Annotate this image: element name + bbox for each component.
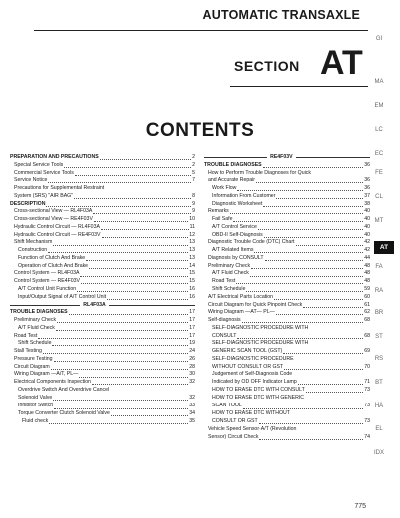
toc-entry-page: 13 [189,247,195,254]
toc-entry[interactable] [204,294,370,302]
toc-entry-page: 40 [364,208,370,215]
section-tab-fe[interactable]: FE [375,170,383,176]
toc-entry-title: Pressure Testing [14,355,53,362]
dot-leader [284,369,363,370]
section-tab-br[interactable]: BR [374,310,384,316]
toc-entry-page: 10 [189,216,195,223]
dot-leader [46,206,191,207]
toc-entry-title: CONSULT [212,332,237,339]
toc-divider-label: RL4F03A [83,301,106,308]
toc-entry[interactable] [10,170,195,178]
toc-entry-title: TROUBLE DIAGNOSES [10,309,68,316]
dot-leader [259,423,364,424]
toc-entry-title: How to Perform Trouble Diagnoses for Quick [208,169,311,176]
toc-entry-page: 13 [189,239,195,246]
dot-leader [237,338,363,339]
toc-divider [204,154,370,162]
toc-entry-page: 68 [364,332,370,339]
toc-entry-page: 33 [189,402,195,409]
toc-entry-page: 73 [364,402,370,409]
toc-entry[interactable] [10,162,195,170]
toc-entry-page: 71 [364,379,370,386]
toc-entry-title: A/T Electrical Parts Location [208,293,274,300]
toc-entry-page: 36 [364,185,370,192]
toc-entry-title: Road Test [14,332,38,339]
divider-line [296,157,370,158]
dot-leader [69,314,189,315]
toc-entry-page: 12 [189,231,195,238]
dot-leader [53,400,188,401]
toc-entry[interactable] [10,232,195,240]
toc-entry-title: A/T Control Unit Function [18,286,77,292]
dot-leader [274,299,363,300]
dot-leader [43,353,188,354]
toc-entry-page: 19 [189,340,195,347]
toc-entry[interactable] [10,340,195,348]
dot-leader [276,314,363,315]
toc-entry-title: A/T Control Service [212,223,257,230]
dot-leader [48,252,188,253]
dot-leader [303,307,363,308]
toc-entry-page: 28 [189,363,195,370]
section-tab-at[interactable]: AT [374,241,394,254]
dot-leader [100,159,191,160]
toc-entry[interactable] [10,239,195,247]
dot-leader [251,268,363,269]
toc-entry-page: 37 [364,192,370,199]
toc-entry-page: 26 [189,355,195,362]
toc-entry-page: 61 [364,301,370,308]
toc-entry[interactable] [204,426,370,434]
toc-entry-title: Diagnostic Worksheet [212,200,263,207]
dot-leader [242,322,364,323]
toc-entry-page: 9 [192,200,195,207]
toc-entry[interactable] [10,325,195,333]
toc-entry-title: SELF-DIAGNOSTIC PROCEDURE [212,355,294,362]
dot-leader [237,190,363,191]
section-tab-rs[interactable]: RS [374,356,384,362]
toc-entry[interactable] [204,356,370,364]
toc-entry[interactable] [204,340,370,348]
toc-entry[interactable] [204,410,370,418]
toc-entry-title: Shift Schedule [18,340,52,347]
toc-left-column [10,154,195,426]
toc-entry[interactable] [10,317,195,325]
toc-entry-page: 15 [189,278,195,285]
toc-entry-title: Stall Testing [14,348,42,355]
toc-entry-title: SCAN TOOL [212,402,242,409]
toc-entry-title: OBD-II Self-Diagnosis [212,231,263,238]
dot-leader [77,291,188,292]
toc-entry-page: 7 [192,177,195,184]
dot-leader [92,384,188,385]
section-rule [230,86,368,87]
dot-leader [51,369,188,370]
toc-entry-page: 36 [364,177,370,184]
toc-entry-title: A/T Related Items [212,247,254,254]
toc-entry[interactable] [204,270,370,278]
toc-entry-title: Cross-sectional View — RL4F03A [14,208,93,215]
toc-entry-page: 69 [364,348,370,355]
toc-entry-page: 44 [364,254,370,261]
toc-entry-page: 2 [192,161,195,168]
toc-entry[interactable] [10,216,195,224]
toc-entry-title: Self-diagnosis [208,317,241,324]
dot-leader [264,237,363,238]
toc-entry[interactable] [204,170,370,178]
toc-entry-page: 32 [189,394,195,401]
dot-leader [80,276,188,277]
toc-entry-title: and Accurate Repair [208,177,256,184]
toc-entry[interactable] [10,410,195,418]
toc-entry[interactable] [204,247,370,255]
toc-entry[interactable] [10,255,195,263]
toc-entry-page: 48 [364,262,370,269]
toc-entry[interactable] [204,278,370,286]
toc-entry-page: 60 [364,293,370,300]
dot-leader [74,198,191,199]
section-tab-em[interactable]: EM [374,103,384,109]
toc-entry-title: Wiring Diagram —AT— PL— [208,309,275,316]
toc-entry-page: 73 [364,386,370,393]
toc-entry-title: Fail Safe [212,216,233,223]
toc-entry[interactable] [10,333,195,341]
toc-entry-title: Judgement of Self-Diagnosis Code [212,371,293,378]
dot-leader [258,229,363,230]
dot-leader [54,361,189,362]
dot-leader [107,299,188,300]
toc-heading[interactable] [10,201,195,209]
toc-entry[interactable] [204,371,370,379]
section-tab-bt[interactable]: BT [375,380,383,386]
toc-entry-page: 48 [364,278,370,285]
section-tab-idx[interactable]: IDX [373,450,384,456]
toc-entry-page: 17 [189,309,195,316]
section-tab-fa[interactable]: FA [375,264,383,270]
toc-entry[interactable] [10,286,195,294]
toc-entry-title: Wiring Diagram —A/T, PL— [14,371,79,378]
toc-entry[interactable] [204,317,370,325]
toc-entry-page: 8 [192,192,195,199]
toc-entry-page: 74 [364,433,370,440]
toc-entry-title: A/T Fluid Check [18,324,55,331]
dot-leader [101,229,189,230]
dot-leader [306,392,363,393]
dot-leader [49,423,188,424]
toc-entry-title: Inhibitor Switch [18,402,54,409]
toc-entry-page: 14 [189,262,195,269]
toc-entry-page: 17 [189,324,195,331]
toc-entry[interactable] [10,224,195,232]
toc-heading[interactable] [10,154,195,162]
toc-entry-title: Construction [18,247,48,254]
toc-entry-title: Special Service Tools [14,161,64,168]
toc-entry[interactable] [204,201,370,209]
toc-entry-title: Control System — RE4F03V [14,278,81,285]
dot-leader [263,167,364,168]
toc-right-column [204,154,370,441]
toc-entry-title: Sensor) Circuit Check [208,433,259,440]
dot-leader [296,245,364,246]
toc-entry-title: Information From Customer [212,192,276,199]
toc-entry-title: Operation of Clutch And Brake [18,262,89,269]
section-code: AT [320,44,363,82]
toc-entry-title: Overdrive Switch And Overdrive Cancel [18,386,110,393]
dot-leader [81,283,188,284]
dot-leader [111,415,188,416]
toc-entry[interactable] [10,387,195,395]
divider-line [10,305,80,306]
dot-leader [53,245,188,246]
dot-leader [57,322,188,323]
divider-line [109,305,195,306]
toc-entry-page: 16 [189,293,195,300]
toc-entry[interactable] [10,263,195,271]
toc-entry[interactable] [10,177,195,185]
toc-entry[interactable] [10,247,195,255]
toc-entry-title: HOW TO ERASE DTC WITH GENERIC [212,394,305,401]
toc-entry-page: 36 [364,161,370,168]
toc-entry-title: Remarks [208,208,229,215]
toc-entry-title: HOW TO ERASE DTC WITH CONSULT [212,386,305,393]
toc-entry-page: 48 [364,270,370,277]
toc-entry-title: A/T Fluid Check [212,270,249,277]
dot-leader [38,338,188,339]
dot-leader [93,213,191,214]
toc-entry[interactable] [204,216,370,224]
toc-entry-title: Service Notice [14,177,48,184]
toc-entry-title: Hydraulic Control Circuit — RE4F03V [14,231,101,238]
toc-entry[interactable] [204,325,370,333]
toc-entry-page: 42 [364,239,370,246]
toc-entry-title: SELF-DIAGNOSTIC PROCEDURE WITH [212,324,309,331]
toc-entry[interactable] [204,403,370,411]
toc-entry[interactable] [10,418,195,426]
toc-entry[interactable] [204,239,370,247]
toc-entry-title: HOW TO ERASE DTC WITHOUT [212,410,290,417]
manual-title: AUTOMATIC TRANSAXLE [202,8,360,22]
dot-leader [94,221,188,222]
toc-entry[interactable] [204,193,370,201]
toc-entry-page: 59 [364,286,370,292]
toc-entry-title: CONSULT OR GST [212,418,258,425]
dot-leader [52,345,188,346]
toc-entry[interactable] [204,208,370,216]
toc-entry-page: 11 [189,223,195,230]
toc-entry[interactable] [204,333,370,341]
toc-entry[interactable] [204,286,370,294]
toc-entry[interactable] [204,302,370,310]
section-tab-ec[interactable]: EC [374,151,384,157]
dot-leader [250,276,363,277]
toc-entry[interactable] [204,309,370,317]
toc-entry[interactable] [204,185,370,193]
toc-divider [10,302,195,310]
toc-entry-page: 42 [364,247,370,254]
toc-entry-title: WITHOUT CONSULT OR GST [212,363,284,370]
dot-leader [48,182,191,183]
toc-entry-page: 17 [189,317,195,324]
section-tab-mt[interactable]: MT [374,218,384,224]
toc-entry-title: Input/Output Signal of A/T Control Unit [18,293,107,300]
toc-entry-title: SELF-DIAGNOSTIC PROCEDURE WITH [212,340,309,347]
toc-entry-title: GENERIC SCAN TOOL (GST) [212,348,283,355]
toc-entry-page: 40 [364,223,370,230]
toc-entry-title: Cross-sectional View — RE4F03V [14,216,93,223]
toc-entry-page: 38 [364,200,370,207]
toc-entry-page: 2 [192,154,195,160]
toc-heading[interactable] [10,309,195,317]
toc-entry-title: Hydraulic Control Circuit — RL4F03A [14,223,100,230]
toc-entry-page: 13 [189,254,195,261]
toc-entry-title: Diagnostic Trouble Code (DTC) Chart [208,239,295,246]
toc-entry[interactable] [204,418,370,426]
toc-entry[interactable] [204,263,370,271]
toc-entry-title: Circuit Diagram for Quick Pinpoint Check [208,301,303,308]
toc-entry-page: 70 [364,363,370,370]
page-number: 775 [354,503,366,510]
toc-entry[interactable] [10,294,195,302]
toc-entry-title: Fluid check [22,418,49,425]
toc-entry-title: Diagnosis by CONSULT [208,254,264,261]
toc-entry-page: 9 [192,208,195,215]
toc-entry[interactable] [10,371,195,379]
toc-entry-title: Shift Schedule [212,286,246,292]
toc-entry[interactable] [10,395,195,403]
toc-entry-title: TROUBLE DIAGNOSES [204,161,262,168]
toc-entry[interactable] [204,434,370,442]
toc-entry-page: 40 [364,216,370,223]
header-rule [34,30,368,31]
toc-entry[interactable] [10,278,195,286]
toc-entry-title: PREPARATION AND PRECAUTIONS [10,154,99,160]
toc-entry-page: 35 [189,418,195,425]
toc-entry-title: Function of Clutch And Brake [18,254,86,261]
toc-entry-title: Torque Converter Clutch Solenoid Valve [18,410,110,417]
dot-leader [283,353,363,354]
toc-entry-page: 15 [189,270,195,277]
dot-leader [265,260,364,261]
toc-entry-page: 32 [189,379,195,386]
section-tab-cl[interactable]: CL [375,194,383,200]
toc-entry-page: 30 [189,371,195,378]
dot-leader [86,260,188,261]
dot-leader [89,268,188,269]
toc-entry-title: Commercial Service Tools [14,169,74,176]
toc-entry[interactable] [204,348,370,356]
toc-entry-title: Electrical Components Inspection [14,379,91,386]
toc-entry[interactable] [204,177,370,185]
toc-entry[interactable] [10,193,195,201]
section-tab-st[interactable]: ST [375,334,383,340]
toc-entry-title: Preliminary Check [208,262,251,269]
toc-entry[interactable] [10,208,195,216]
contents-heading: CONTENTS [145,120,255,141]
dot-leader [246,291,363,292]
toc-entry-title: Vehicle Speed Sensor·A/T (Revolution [208,425,297,432]
toc-entry-page: 40 [364,231,370,238]
toc-entry[interactable] [10,356,195,364]
dot-leader [276,198,363,199]
toc-entry-title: Indicated by OD OFF Indicator Lamp [212,379,297,386]
dot-leader [236,283,363,284]
toc-entry-page: 17 [189,332,195,339]
toc-divider-label: RE4F03V [270,154,293,160]
dot-leader [254,252,363,253]
dot-leader [259,439,363,440]
toc-entry[interactable] [204,395,370,403]
section-tab-ra[interactable]: RA [374,288,384,294]
toc-entry-page: 34 [189,410,195,417]
toc-entry-page: 73 [364,418,370,425]
dot-leader [102,237,189,238]
dot-leader [79,377,188,378]
toc-entry-title: Precautions for Supplemental Restraint [14,185,105,192]
toc-entry[interactable] [204,255,370,263]
dot-leader [263,206,363,207]
toc-entry[interactable] [10,403,195,411]
toc-entry[interactable] [204,379,370,387]
divider-line [204,157,267,158]
dot-leader [298,384,363,385]
toc-entry-page: 62 [364,309,370,316]
toc-entry-title: Control System — RL4F03A [14,270,80,277]
toc-entry-page: 16 [189,286,195,292]
section-label: SECTION [234,58,300,74]
dot-leader [56,330,188,331]
toc-entry-title: Circuit Diagram [14,363,50,370]
dot-leader [230,213,363,214]
toc-entry-page: 5 [192,169,195,176]
section-tab-ha[interactable]: HA [374,403,384,409]
toc-entry[interactable] [204,232,370,240]
toc-entry-title: Road Test [212,278,236,285]
section-tab-lc[interactable]: LC [375,127,383,133]
toc-entry[interactable] [10,379,195,387]
section-tab-gi[interactable]: GI [375,36,383,42]
toc-entry[interactable] [10,348,195,356]
dot-leader [256,182,363,183]
dot-leader [233,221,363,222]
toc-entry-title: Work Flow [212,185,237,192]
toc-entry-title: Shift Mechanism [14,239,53,246]
toc-entry-title: Solenoid Valve [18,394,53,401]
toc-entry-title: DESCRIPTION [10,200,46,207]
toc-entry-title: System (SRS) "AIR BAG" [14,192,74,199]
toc-entry[interactable] [10,364,195,372]
toc-entry-title: Preliminary Check [14,317,57,324]
toc-entry[interactable] [10,270,195,278]
toc-entry[interactable] [204,224,370,232]
toc-entry[interactable] [10,185,195,193]
dot-leader [243,408,363,409]
section-tab-ma[interactable]: MA [374,79,384,85]
toc-entry[interactable] [204,364,370,372]
section-tab-el[interactable]: EL [375,426,383,432]
toc-entry-page: 68 [364,317,370,324]
toc-heading[interactable] [204,162,370,170]
toc-entry[interactable] [204,387,370,395]
dot-leader [54,408,188,409]
dot-leader [64,167,191,168]
dot-leader [75,175,191,176]
toc-entry-page: 24 [189,348,195,355]
